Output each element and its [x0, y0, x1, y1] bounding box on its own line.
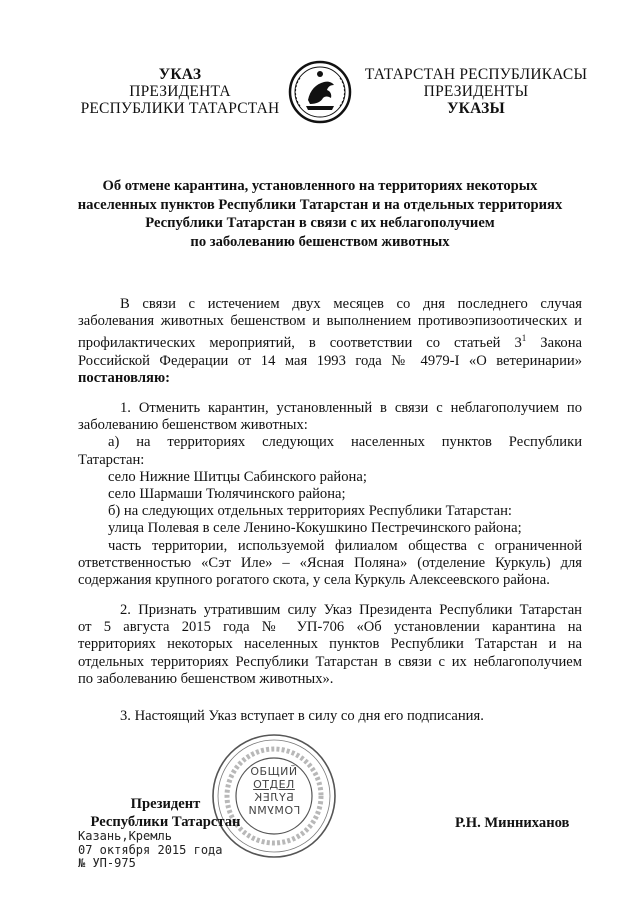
- text-line: село Нижние Шитцы Сабинского района;: [108, 468, 367, 485]
- item-3: [78, 708, 582, 725]
- position-line: Президент: [130, 796, 201, 812]
- text-line: В связи с истечением двух месяцев со дня последнего случая: [120, 296, 582, 312]
- text-line: а) на территориях следующих населенных пунктов Республики: [108, 434, 582, 451]
- text-line: отдельных территориях Республики Татарстан в связи с их неблагополучием: [78, 653, 582, 670]
- position-line: Республики Татарстан: [90, 814, 241, 830]
- header-right-line1: ТАТАРСТАН РЕСПУБЛИКАСЫ: [364, 66, 588, 83]
- superscript: 1: [521, 333, 527, 344]
- text-line: заболеванию бешенством животных:: [78, 417, 308, 434]
- text-line: 3. Настоящий Указ вступает в силу со дня его подписания.: [120, 708, 484, 724]
- title-line: Об отмене карантина, установленного на территориях некоторых: [102, 178, 538, 194]
- item-1: [78, 400, 582, 589]
- text-line: 1. Отменить карантин, установленный в связи с неблагополучием по: [120, 400, 582, 416]
- item-2: [78, 602, 582, 688]
- text-line: ответственностью «Сэт Иле» – «Ясная Поляна» (отделение Куркуль) для: [78, 554, 582, 571]
- title-line: Республики Татарстан в связи с их неблагополучием: [145, 215, 495, 231]
- text-line: постановляю:: [78, 369, 170, 386]
- registration-place: Казань,Кремль: [78, 829, 172, 843]
- title-line: по заболеванию бешенством животных: [190, 233, 450, 250]
- text-line: [78, 330, 582, 352]
- header-right-line3: УКАЗЫ: [447, 100, 505, 117]
- seal-line: ОБЩИЙ: [250, 765, 298, 778]
- signatory-position: [78, 795, 253, 831]
- registration-number: № УП-975: [78, 856, 136, 870]
- header-right-line2: ПРЕЗИДЕНТЫ: [423, 83, 529, 100]
- decree-title: [60, 177, 580, 251]
- text-line: территориях некоторых населенных пунктов Республики Татарстан и на: [78, 636, 582, 653]
- intro-paragraph: [78, 296, 582, 387]
- header-left-line3: РЕСПУБЛИКИ ТАТАРСТАН: [80, 100, 280, 117]
- seal-line: ОТДЕЛ: [253, 778, 295, 791]
- text-line: от 5 августа 2015 года № УП-706 «Об установлении карантина на: [78, 619, 582, 636]
- header-right: [362, 66, 590, 117]
- text-fragment: Закона: [540, 335, 583, 352]
- text-line: улица Полевая в селе Ленино-Кокушкино Пестречинского района;: [108, 520, 522, 537]
- text-line: по заболеванию бешенством животных».: [78, 670, 334, 687]
- header-left: [80, 66, 280, 117]
- text-fragment: профилактических мероприятий, в соответствии со статьей 3: [78, 335, 522, 352]
- title-line: населенных пунктов Республики Татарстан и на отдельных территориях: [77, 196, 563, 213]
- text-line: б) на следующих отдельных территориях Республики Татарстан:: [108, 503, 512, 520]
- tatarstan-emblem-icon: [288, 60, 352, 124]
- registration-date: 07 октября 2015 года: [78, 842, 223, 857]
- header-left-line2: ПРЕЗИДЕНТА: [129, 83, 231, 100]
- text-line: часть территории, используемой филиалом общества с ограниченной: [108, 537, 582, 554]
- text-line: 2. Признать утратившим силу Указ Президента Республики Татарстан: [120, 602, 582, 618]
- text-line: Российской Федерации от 14 мая 1993 года № 4979-I «О ветеринарии»: [78, 352, 582, 369]
- seal-line: ГОМУМИ: [247, 804, 301, 817]
- text-line: село Шармаши Тюлячинского района;: [108, 486, 346, 503]
- signatory-name: Р.Н. Минниханов: [455, 815, 570, 831]
- seal-line: БҮЛЕК: [254, 791, 294, 804]
- text-line: Татарстан:: [78, 451, 145, 468]
- text-line: заболевания животных бешенством и выполнением противоэпизоотических и: [78, 313, 582, 330]
- text-line: содержания крупного рогатого скота, у села Куркуль Алексеевского района.: [78, 572, 550, 589]
- registration-stamp: [78, 830, 223, 871]
- header-left-line1: УКАЗ: [158, 66, 202, 83]
